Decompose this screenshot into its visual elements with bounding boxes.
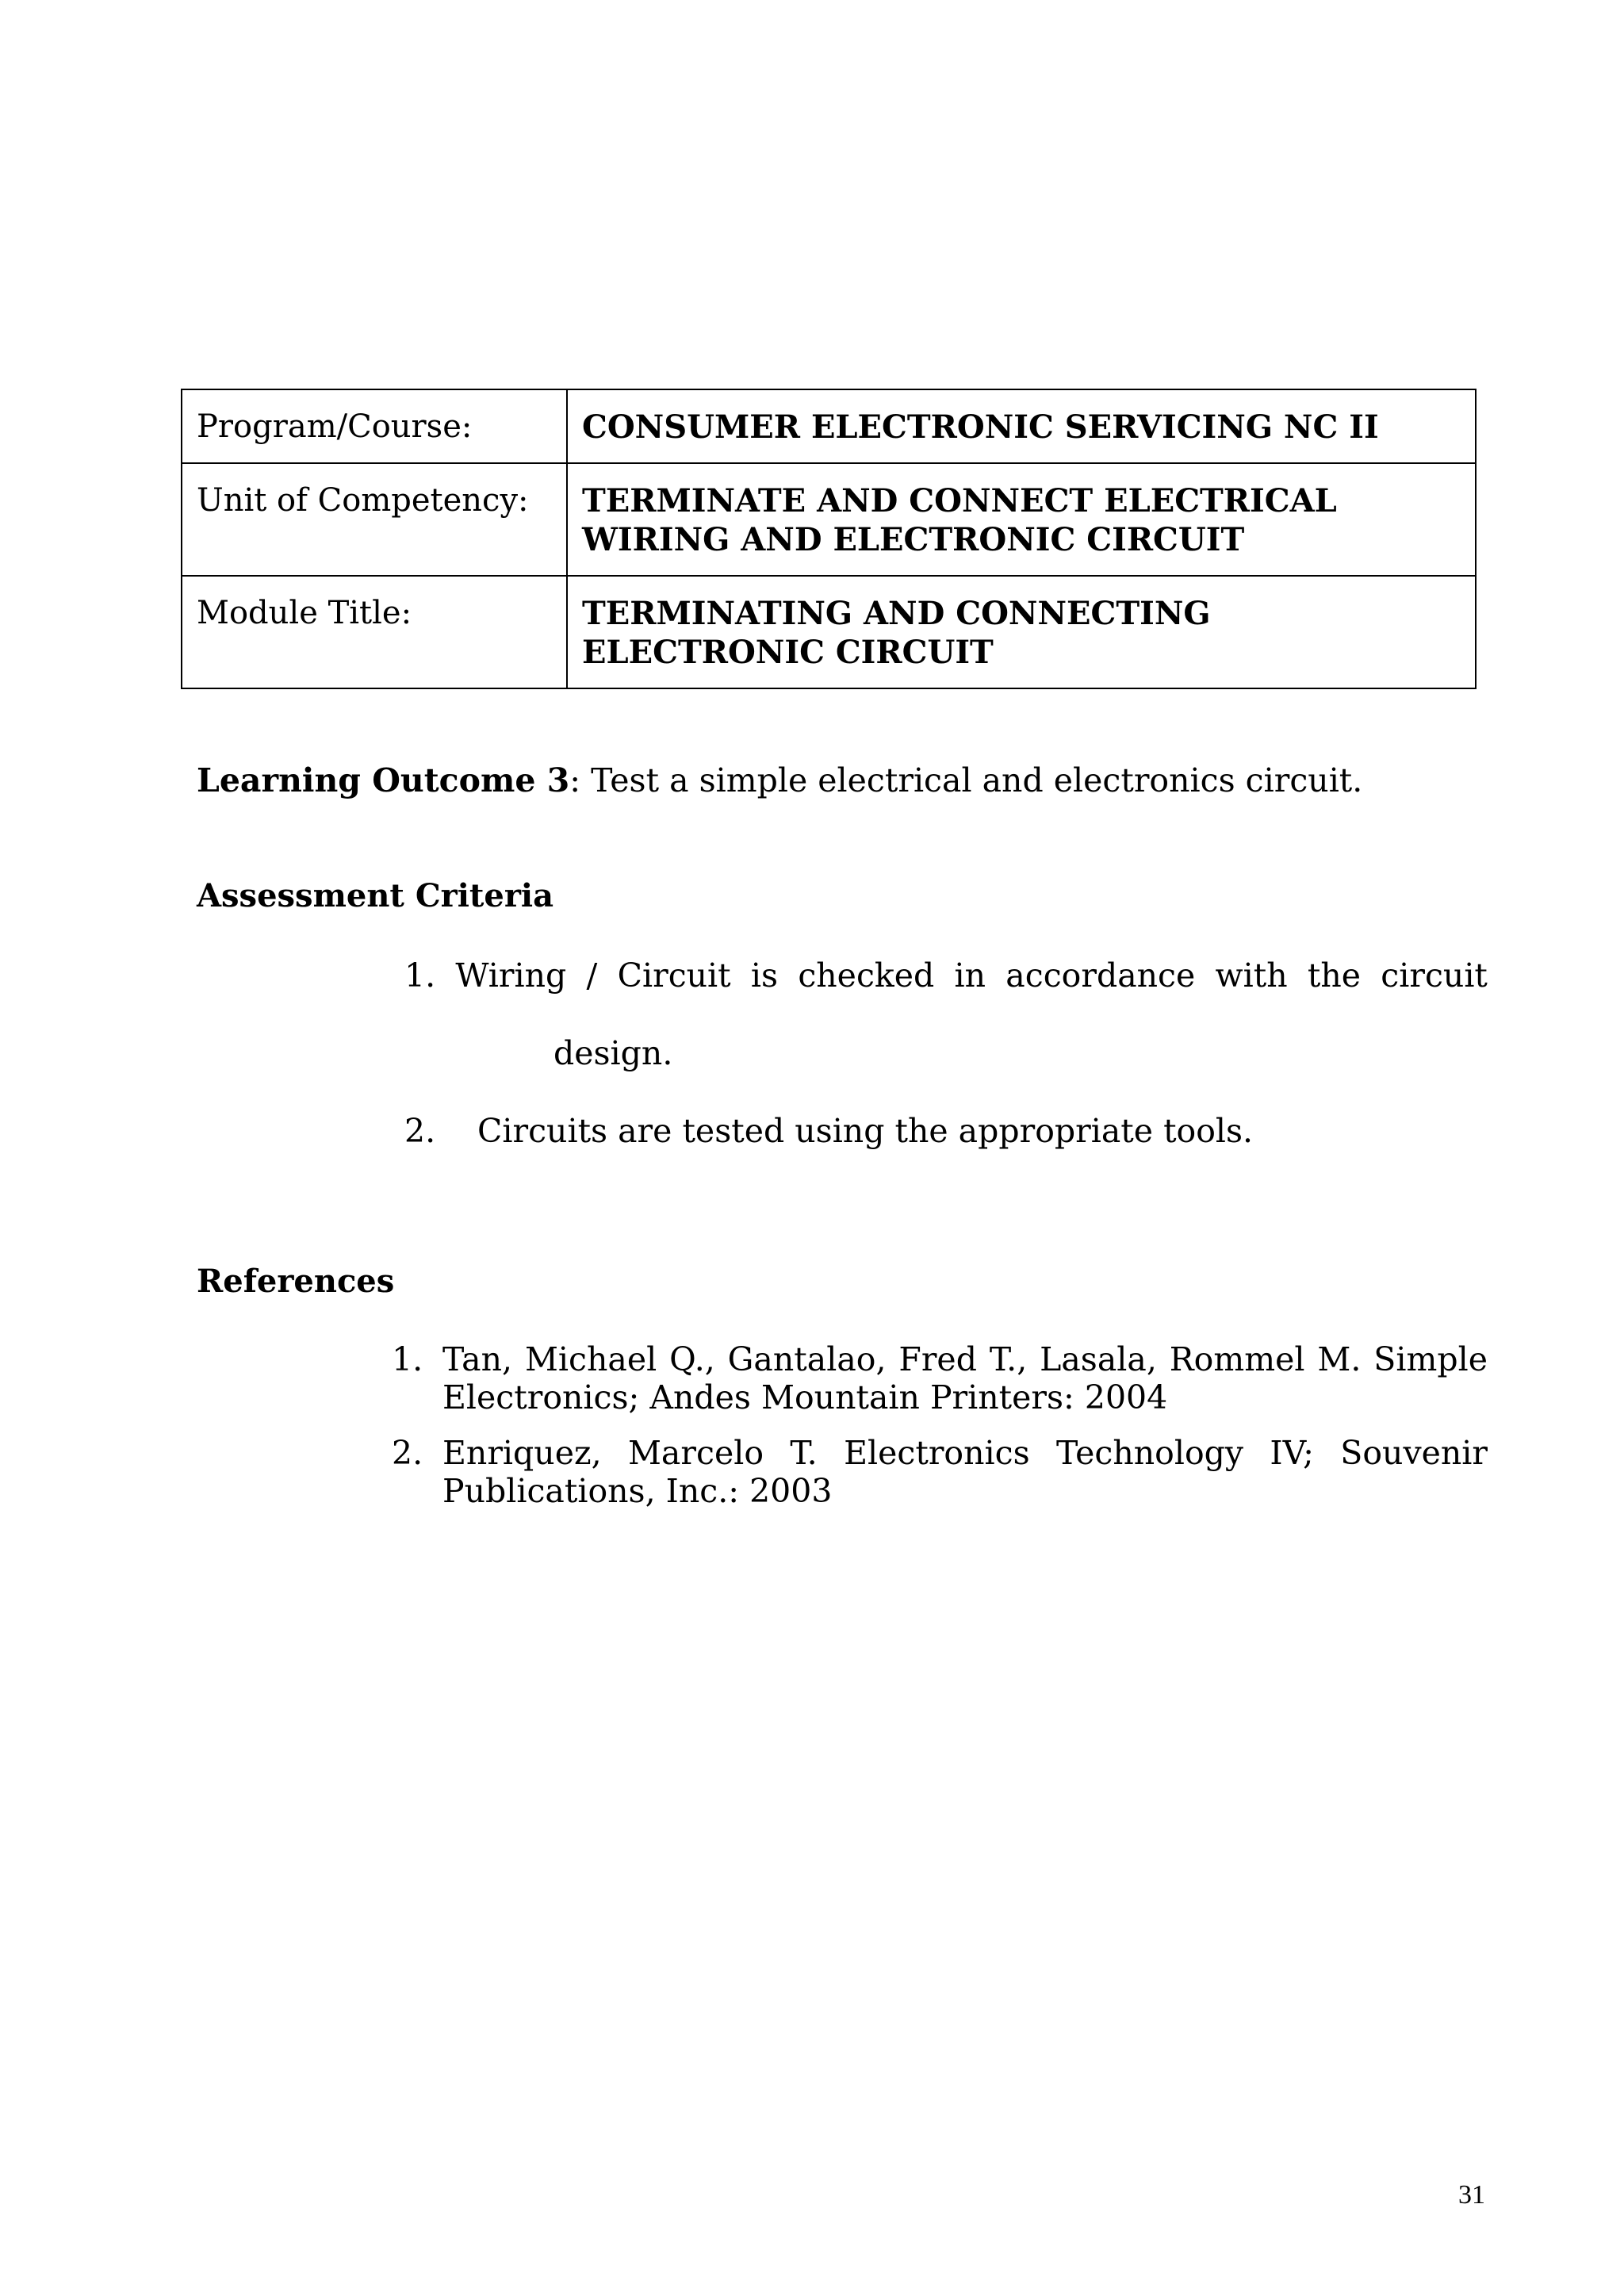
reference-number: 2. (392, 1434, 423, 1472)
unit-label: Unit of Competency: (182, 463, 567, 576)
table-row-unit (182, 463, 1476, 576)
module-label: Module Title: (182, 576, 567, 688)
unit-value: TERMINATE AND CONNECT ELECTRICAL WIRING AND ELECTRONIC CIRCUIT (567, 463, 1476, 576)
criteria-word: in (954, 956, 986, 995)
table-row-module (182, 576, 1476, 688)
references-heading: References (197, 1263, 395, 1300)
program-label: Program/Course: (182, 389, 567, 463)
criteria-word: with (1215, 956, 1288, 995)
criteria-item-number: 1. (404, 956, 436, 995)
criteria-word: the (1307, 956, 1362, 995)
criteria-word: / (586, 956, 598, 995)
reference-item (392, 1434, 1488, 1510)
learning-outcome (197, 760, 1481, 801)
assessment-criteria-heading: Assessment Criteria (197, 877, 554, 914)
learning-outcome-separator: : (569, 761, 581, 799)
reference-number: 1. (392, 1340, 423, 1378)
criteria-word: is (750, 956, 779, 995)
criteria-item-text: Circuits are tested using the appropriate tools. (477, 1112, 1254, 1150)
module-info-table (181, 389, 1477, 689)
criteria-item-continuation: design. (553, 1034, 673, 1072)
criteria-item (404, 1110, 1488, 1152)
module-value: TERMINATING AND CONNECTING ELECTRONIC CIRCUIT (567, 576, 1476, 688)
criteria-item-number: 2. (404, 1112, 436, 1150)
learning-outcome-text: Test a simple electrical and electronics circuit. (580, 761, 1363, 799)
program-value: CONSUMER ELECTRONIC SERVICING NC II (567, 389, 1476, 463)
criteria-item-line (404, 955, 1488, 996)
learning-outcome-label: Learning Outcome 3 (197, 761, 570, 799)
criteria-word: circuit (1381, 956, 1488, 995)
criteria-item (404, 955, 1488, 1074)
table-row-program (182, 389, 1476, 463)
criteria-word: checked (798, 956, 935, 995)
reference-item (392, 1340, 1488, 1416)
criteria-word: Wiring (455, 956, 567, 995)
reference-text: Tan, Michael Q., Gantalao, Fred T., Lasala, Rommel M. Simple Electronics; Andes Mountain Printers: 2004 (442, 1340, 1488, 1416)
reference-text: Enriquez, Marcelo T. Electronics Technology IV; Souvenir Publications, Inc.: 2003 (442, 1434, 1488, 1510)
criteria-word: Circuit (617, 956, 731, 995)
criteria-word: accordance (1005, 956, 1196, 995)
page-number: 31 (1458, 2180, 1485, 2210)
